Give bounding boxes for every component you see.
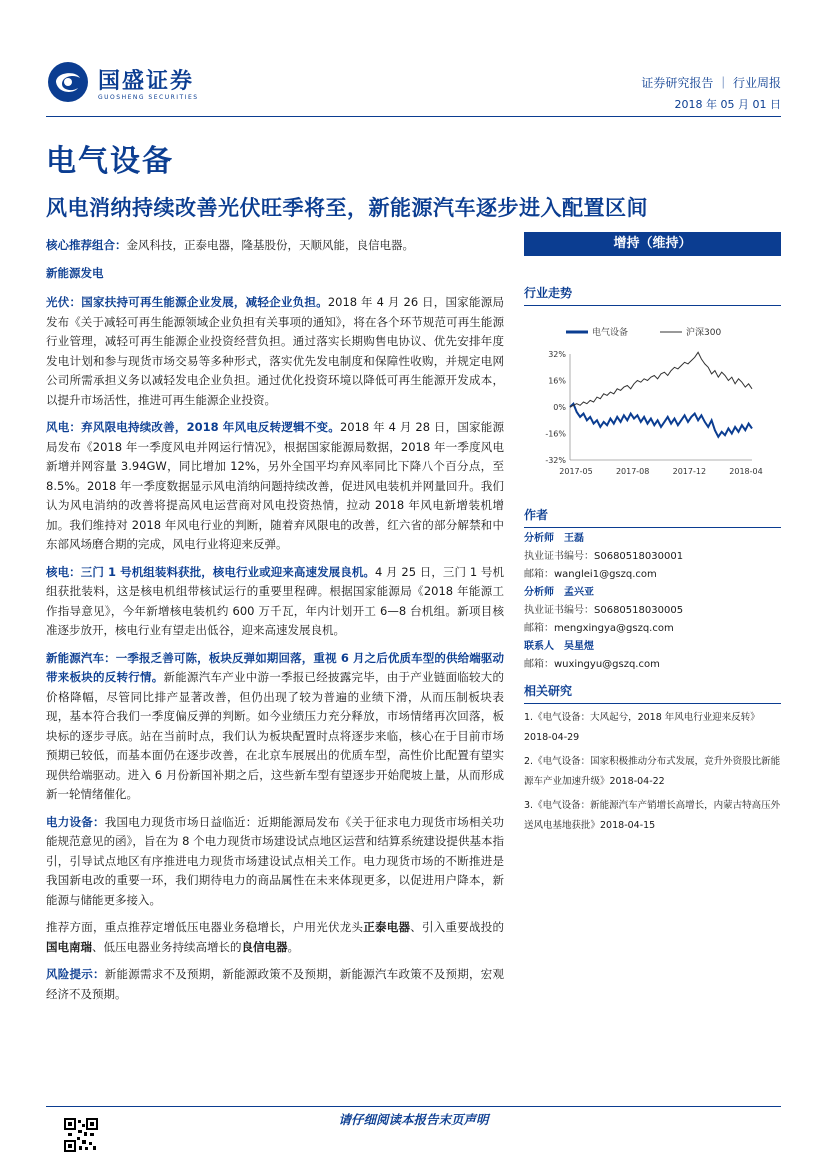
analyst-name-row	[524, 532, 781, 546]
rec-text: 、引入重要战投的	[410, 920, 504, 934]
rec-text: 。	[287, 939, 299, 954]
related-title: 3.《电气设备：新能源汽车产销增长高增长，内蒙古特高压外送风电基地获批》	[524, 800, 781, 831]
authors-title: 作者	[524, 506, 781, 528]
paragraph-wind	[46, 418, 504, 555]
analyst-name: 吴星煜	[564, 641, 594, 652]
wind-lead: 风电：弃风限电持续改善，2018 年风电反转逻辑不变。	[46, 420, 340, 434]
paragraph-pv	[46, 293, 504, 410]
paragraph-ev	[46, 649, 504, 805]
y-tick-label: -32%	[545, 456, 566, 465]
y-tick-label: 0%	[553, 403, 566, 412]
nuclear-lead: 核电：三门 1 号机组装料获批，核电行业或迎来高速发展良机。	[46, 564, 375, 579]
sector-title: 电气设备	[46, 144, 174, 179]
trend-chart	[524, 306, 781, 484]
analyst-cert-row	[524, 604, 781, 618]
related-date: 2018-04-15	[600, 820, 656, 831]
paragraph-power	[46, 813, 504, 911]
guosheng-logo-icon	[46, 60, 90, 104]
x-tick-label: 2017-05	[559, 467, 593, 476]
footer-divider	[46, 1106, 781, 1107]
series-line-1	[570, 404, 752, 437]
analyst-name-row	[524, 586, 781, 600]
report-date: 2018 年 05 月 01 日	[674, 98, 781, 111]
rec-text: 、低压电器业务持续高增长的	[92, 939, 242, 954]
core-label: 核心推荐组合：	[46, 238, 127, 252]
power-lead: 电力设备：	[46, 814, 105, 829]
email-label: 邮箱：	[524, 569, 554, 580]
nuclear-text: 4 月 25 日，三门 1 号机组获批装料，这是核电机组带核试运行的重要里程碑。根据国家能源局《2018 年能源工作指导意见》，今年新增核电装机约 600 万千瓦，年内计划开工 6—8 台机组。新项目核准逐步放开，核电行业有望走出低谷，迎来高速发展良机。	[46, 564, 504, 637]
analyst-name: 孟兴亚	[564, 587, 594, 598]
analyst-role: 联系人	[524, 641, 554, 652]
legend-label: 电气设备	[592, 328, 629, 338]
cert-label: 执业证书编号：	[524, 605, 594, 616]
analyst-role: 分析师	[524, 533, 554, 544]
analyst-email-row	[524, 658, 781, 672]
trend-chart-svg	[524, 306, 781, 484]
rec-text: 推荐方面，重点推荐定增低压电器业务稳增长，户用光伏龙头	[46, 920, 364, 934]
analyst-email-row	[524, 568, 781, 582]
rating-badge: 增持（维持）	[524, 232, 781, 256]
analyst-email-row	[524, 622, 781, 636]
related-list	[524, 708, 781, 836]
series-line-2	[570, 352, 752, 407]
related-date: 2018-04-29	[524, 732, 580, 743]
analyst-role: 分析师	[524, 587, 554, 598]
email-label: 邮箱：	[524, 623, 554, 634]
related-date: 2018-04-22	[609, 776, 665, 787]
header-divider	[46, 116, 781, 117]
ev-lead: 新能源汽车：一季报乏善可陈，板块反弹如期回落，重视 6 月之后优质车型的供给端驱动带来板块的反转行情。	[46, 650, 504, 684]
sidebar	[524, 232, 781, 836]
y-tick-label: -16%	[545, 429, 566, 439]
power-text: 我国电力现货市场日益临近：近期能源局发布《关于征求电力现货市场相关功能规范意见的函》，旨在为 8 个电力现货市场建设试点地区运营和结算系统建设提供基本指引，引导试点地区有序推进电力现货市场建设试点相关工作。电力现货市场的不断推进是我国新电改的重要一环，我们期待电力的商品属性在未来体现更多，以促进用户降本，新能源与储能更多接入。	[46, 814, 504, 907]
analyst-name-row	[524, 640, 781, 654]
paragraph-nuclear	[46, 563, 504, 641]
related-item[interactable]	[524, 752, 781, 792]
x-tick-label: 2017-12	[672, 467, 707, 476]
core-text: 金风科技，正泰电器，隆基股份，天顺风能，良信电器。	[126, 238, 414, 252]
wind-text: 2018 年 4 月 28 日，国家能源局发布《2018 年一季度风电并网运行情况》，根据国家能源局数据，2018 年一季度风电新增并网容量 3.94GW，同比增加 12%，另外全国平均弃风率同比下降八个百分点，至 8.5%。2018 年一季度数据显示风电消纳问题持续改善，促进风电装机并网量回升。我们认为风电消纳的改善将提高风电运营商对风电投资热情，拉动 2018 年风电新增装机增加。我们维持对 2018 年风电行业的判断，随着弃风限电的改善，红六省的部分解禁和中东部风场磨合期的完成，风电行业将迎来反弹。	[46, 420, 504, 551]
risk-lead: 风险提示：	[46, 967, 105, 981]
company-name-en: GUOSHENG SECURITIES	[98, 94, 199, 101]
risk-text: 新能源需求不及预期，新能源政策不及预期，新能源汽车政策不及预期，宏观经济不及预期。	[46, 967, 504, 1001]
email-label: 邮箱：	[524, 659, 554, 670]
main-content	[46, 236, 504, 1012]
rec-stock-1: 正泰电器	[363, 920, 411, 934]
related-title: 相关研究	[524, 682, 781, 704]
related-title: 2.《电气设备：国家积极推动分布式发展，竞升外资股比新能源车产业加速升级》	[524, 756, 781, 787]
rec-stock-3: 良信电器	[241, 939, 288, 954]
y-tick-label: 16%	[548, 376, 566, 386]
analyst-name: 王磊	[564, 533, 584, 544]
pv-lead: 光伏：国家扶持可再生能源企业发展，减轻企业负担。	[46, 295, 328, 309]
report-type: 证券研究报告 ｜ 行业周报	[641, 76, 781, 90]
y-tick-label: 32%	[548, 350, 566, 359]
related-item[interactable]	[524, 708, 781, 748]
analyst-list	[524, 532, 781, 672]
footer-disclaimer: 请仔细阅读本报告末页声明	[338, 1112, 489, 1127]
report-meta	[641, 74, 781, 111]
email-link[interactable]: wuxingyu@gszq.com	[554, 659, 660, 670]
email-link[interactable]: mengxingya@gszq.com	[554, 623, 674, 634]
legend-label: 沪深300	[686, 328, 722, 338]
report-headline: 风电消纳持续改善光伏旺季将至，新能源汽车逐步进入配置区间	[46, 196, 648, 220]
x-tick-label: 2017-08	[615, 467, 650, 476]
related-item[interactable]	[524, 796, 781, 836]
pv-text: 2018 年 4 月 26 日，国家能源局发布《关于减轻可再生能源领域企业负担有关事项的通知》，将在各个环节规范可再生能源行业管理，减轻可再生能源企业投资经营负担。通过落实长期购售电协议、优先安排年度发电计划和参与现货市场交易等多种形式，落实优先发电制度和保障性收购，并规定电网公司所需承担义务以减轻发电企业负担。通过优化投资环境以降低可再生能源开发成本，以提升市场活性，推进可再生能源企业投资。	[46, 295, 504, 407]
company-name: 国盛证券	[98, 69, 195, 94]
paragraph-recommendation	[46, 918, 504, 957]
core-recommendation	[46, 236, 504, 256]
cert-number: S0680518030005	[594, 605, 684, 616]
rec-stock-2: 国电南瑞	[46, 939, 92, 954]
email-link[interactable]: wanglei1@gszq.com	[554, 569, 657, 580]
ev-text: 新能源汽车产业中游一季报已经披露完毕，由于产业链面临较大的价格降幅，尽管同比排产显著改善，但仍出现了较为普遍的业绩下滑，从而压制板块表现，基本符合我们一季度偏反弹的判断。如今业绩压力充分释放，市场情绪再次回落，板块标的逐步寻底。站在当前时点，我们认为板块配置时点将逐步来临，核心在于目前市场预期已较低，而基本面仍在逐步改善，在北京车展展出的优质车型，高性价比配置有望实现供给端驱动。进入 6 月份新国补期之后，这些新车型有望逐步开始爬坡上量，从而形成新一轮情绪催化。	[46, 670, 504, 801]
trend-title: 行业走势	[524, 284, 781, 306]
cert-number: S0680518030001	[594, 551, 684, 562]
x-tick-label: 2018-04	[729, 467, 763, 476]
cert-label: 执业证书编号：	[524, 551, 594, 562]
related-title: 1.《电气设备：大风起兮，2018 年风电行业迎来反转》	[524, 712, 760, 723]
analyst-cert-row	[524, 550, 781, 564]
paragraph-risk	[46, 965, 504, 1004]
section-title: 新能源发电	[46, 265, 104, 280]
company-logo	[46, 60, 246, 110]
